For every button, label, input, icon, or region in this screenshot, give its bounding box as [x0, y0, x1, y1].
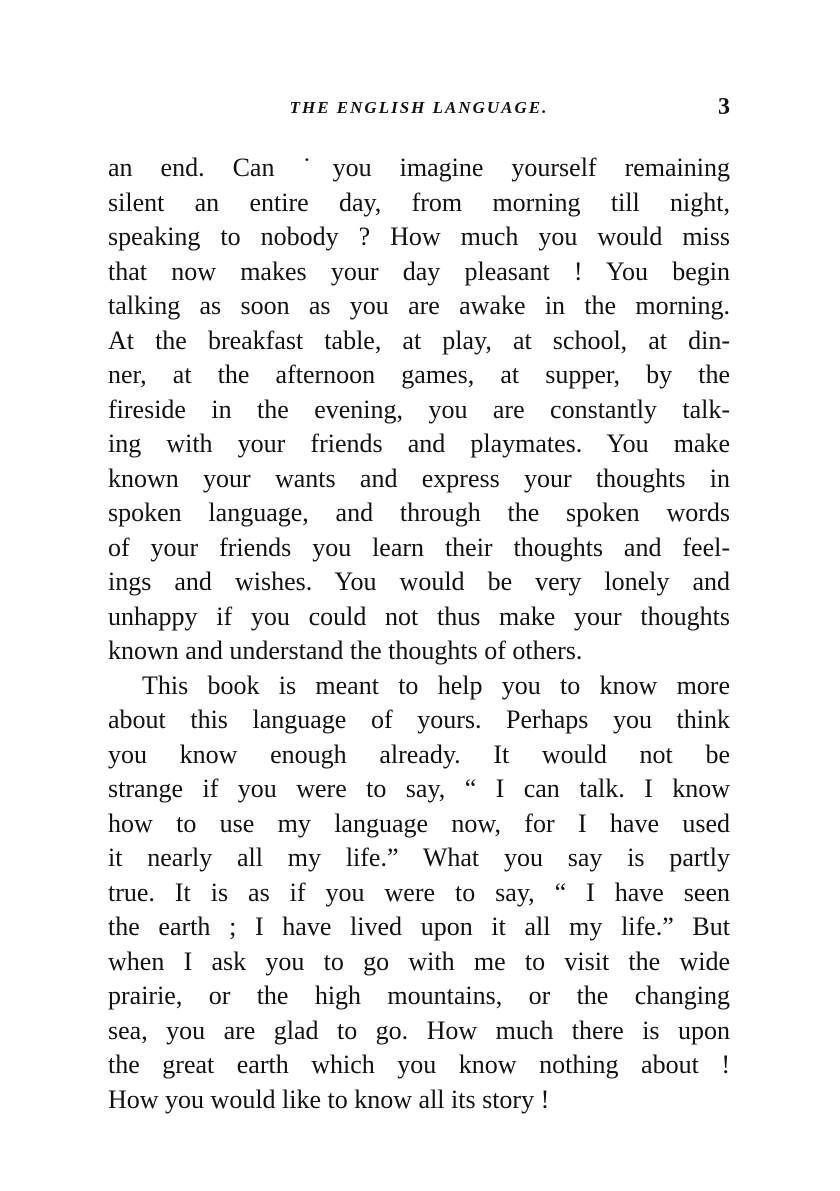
paragraph-1 — [108, 151, 730, 669]
text-line: an end. Can ˙you imagine yourself remaining — [108, 153, 730, 182]
text-line: true. It is as if you were to say, “ I have seen — [108, 877, 730, 907]
text-line: fireside in the evening, you are constantly talk- — [108, 394, 730, 424]
text-line: how to use my language now, for I have used — [108, 808, 730, 838]
body-text — [108, 151, 730, 1117]
text-line: At the breakfast table, at play, at school, at din- — [108, 325, 730, 355]
text-line: speaking to nobody ? How much you would miss — [108, 222, 730, 251]
text-line: silent an entire day, from morning till night, — [108, 187, 730, 217]
text-line: ing with your friends and playmates. You make — [108, 429, 730, 458]
text-line: when I ask you to go with me to visit the wide — [108, 946, 730, 976]
page-number: 3 — [718, 94, 730, 120]
text-line: you know enough already. It would not be — [108, 739, 730, 769]
text-line: prairie, or the high mountains, or the changing — [108, 981, 730, 1010]
running-head — [108, 94, 730, 124]
text-line: the earth ; I have lived upon it all my life.” But — [108, 912, 730, 941]
paragraph-2 — [108, 669, 730, 1118]
text-line: spoken language, and through the spoken words — [108, 498, 730, 527]
text-line: sea, you are glad to go. How much there is upon — [108, 1015, 730, 1045]
text-line: the great earth which you know nothing about ! — [108, 1050, 730, 1079]
text-line: of your friends you learn their thoughts and feel- — [108, 532, 730, 562]
text-line: ner, at the afternoon games, at supper, by the — [108, 360, 730, 389]
text-line: that now makes your day pleasant ! You begin — [108, 256, 730, 286]
text-line: This book is meant to help you to know more — [142, 670, 730, 700]
text-line: known your wants and express your thoughts in — [108, 463, 730, 493]
text-line: talking as soon as you are awake in the morning. — [108, 291, 730, 320]
text-line: strange if you were to say, “ I can talk. I know — [108, 774, 730, 803]
text-line: How you would like to know all its story ! — [108, 1084, 550, 1114]
text-line: about this language of yours. Perhaps you think — [108, 705, 730, 734]
text-line: unhappy if you could not thus make your thoughts — [108, 601, 730, 631]
running-head-title: THE ENGLISH LANGUAGE. — [289, 98, 549, 117]
text-line: ings and wishes. You would be very lonely and — [108, 567, 730, 596]
text-line: it nearly all my life.” What you say is partly — [108, 843, 730, 872]
text-line: known and understand the thoughts of others. — [108, 636, 583, 665]
